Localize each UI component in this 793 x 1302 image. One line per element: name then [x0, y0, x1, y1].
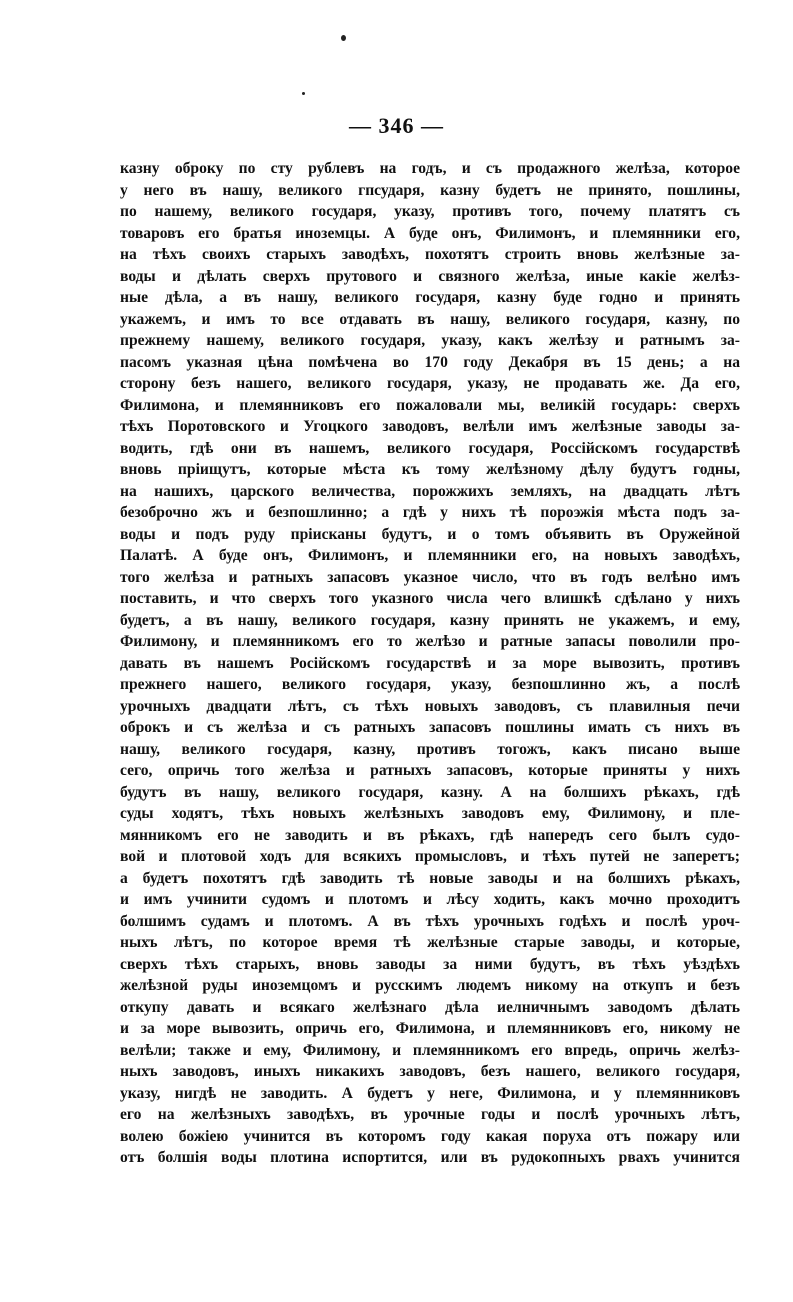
text-line: отъ болшія воды плотина испортится, или въ рудокопныхъ рвахъ учинится	[120, 1149, 740, 1166]
ink-speck	[341, 35, 346, 41]
text-line: суды ходятъ, тѣхъ новыхъ желѣзныхъ заводовъ ему, Филимону, и пле-	[120, 805, 740, 822]
text-line: урочныхъ двадцати лѣтъ, съ тѣхъ новыхъ заводовъ, съ плавилныя печи	[120, 697, 740, 715]
text-line: откупу давать и всякаго желѣзнаго дѣла иелничнымъ заводомъ дѣлать	[120, 998, 740, 1016]
text-line: воды и дѣлать сверхъ прутового и связного желѣза, иные какіе желѣз-	[120, 267, 740, 285]
text-line: желѣзной руды иноземцомъ и русскимъ людемъ никому на откупъ и безъ	[120, 977, 740, 994]
text-line: болшимъ судамъ и плотомъ. А въ тѣхъ урочныхъ годѣхъ и послѣ уроч-	[120, 912, 740, 930]
text-line: на нашихъ, царского величества, порожжихъ земляхъ, на двадцать лѣтъ	[120, 482, 740, 500]
text-line: сверхъ тѣхъ старыхъ, вновь заводы за ними будутъ, въ тѣхъ уѣздѣхъ	[120, 955, 740, 973]
text-line: товаровъ его братья иноземцы. А буде онъ, Филимонъ, и племянники его,	[120, 224, 740, 242]
text-line: нашу, великого государя, казну, противъ тогожъ, какъ писано выше	[120, 740, 740, 758]
text-line: и за море вывозить, опричь его, Филимона, и племянниковъ его, никому не	[120, 1020, 740, 1037]
text-line: тѣхъ Поротовского и Угоцкого заводовъ, велѣли имъ желѣзные заводы за-	[120, 418, 740, 435]
text-line: водить, гдѣ они въ нашемъ, великого государя, Россійскомъ государствѣ	[120, 439, 740, 457]
text-line: ныхъ заводовъ, иныхъ никакихъ заводовъ, безъ нашего, великого государя,	[120, 1063, 740, 1080]
text-line: велѣли; также и ему, Филимону, и племянникомъ его впредь, опричь желѣз-	[120, 1041, 740, 1059]
text-line: на тѣхъ своихъ старыхъ заводѣхъ, похотятъ строить вновь желѣзные за-	[120, 246, 740, 263]
body-text	[120, 158, 740, 1169]
text-line: и имъ учинити судомъ и плотомъ и лѣсу ходить, какъ мочно проходитъ	[120, 891, 740, 908]
text-line: пасомъ указная цѣна помѣчена во 170 году Декабря въ 15 день; а на	[120, 353, 740, 371]
page-number: — 346 —	[349, 113, 444, 138]
text-line: его на желѣзныхъ заводѣхъ, въ урочные годы и послѣ урочныхъ лѣтъ,	[120, 1106, 740, 1123]
text-line: того желѣза и ратныхъ запасовъ указное число, что въ годъ велѣно имъ	[120, 568, 740, 586]
text-line: давать въ нашемъ Російскомъ государствѣ и за море вывозить, противъ	[120, 654, 740, 672]
text-line: у него въ нашу, великого гпсударя, казну будетъ не принято, пошлины,	[120, 181, 740, 199]
text-line: вой и плотовой ходъ для всякихъ промысловъ, и тѣхъ путей не заперетъ;	[120, 848, 740, 865]
text-line: поставить, и что сверхъ того указного числа чего влишкѣ сдѣлано у нихъ	[120, 590, 740, 607]
text-line: прежнему нашему, великого государя, указу, какъ желѣзу и ратнымъ за-	[120, 332, 740, 349]
text-line: сторону безъ нашего, великого государя, указу, не продавать же. Да его,	[120, 375, 740, 392]
text-line: мянникомъ его не заводить и въ рѣкахъ, гдѣ напередъ сего былъ судо-	[120, 826, 740, 844]
text-line: безоброчно жъ и безпошлинно; а гдѣ у нихъ тѣ пороэжія мѣста подъ за-	[120, 504, 740, 521]
text-line: будутъ въ нашу, великого государя, казну. А на болшихъ рѣкахъ, гдѣ	[120, 783, 740, 801]
text-line: прежнего нашего, великого государя, указу, безпошлинно жъ, а послѣ	[120, 676, 740, 693]
text-line: сего, опричь того желѣза и ратныхъ запасовъ, которые приняты у нихъ	[120, 762, 740, 779]
text-line: волею божіею учинится въ которомъ году какая поруха отъ пожару или	[120, 1127, 740, 1145]
text-line: Филимону, и племянникомъ его то желѣзо и ратные запасы поволили про-	[120, 633, 740, 650]
text-line: оброкъ и съ желѣза и съ ратныхъ запасовъ пошлины имать съ нихъ въ	[120, 719, 740, 736]
text-line: по нашему, великого государя, указу, противъ того, почему платятъ съ	[120, 203, 740, 220]
text-line: ные дѣла, а въ нашу, великого государя, казну буде годно и принять	[120, 289, 740, 306]
ink-speck	[302, 92, 305, 95]
text-line: укажемъ, и имъ то все отдавать въ нашу, великого государя, казну, по	[120, 310, 740, 328]
text-line: будетъ, а въ нашу, великого государя, казну принять не укажемъ, и ему,	[120, 611, 740, 629]
text-line: вновь пріищутъ, которые мѣста къ тому желѣзному дѣлу будутъ годны,	[120, 461, 740, 478]
text-line: указу, нигдѣ не заводить. А будетъ у неге, Филимона, и у племянниковъ	[120, 1084, 740, 1102]
text-line: Палатѣ. А буде онъ, Филимонъ, и племянники его, на новыхъ заводѣхъ,	[120, 547, 740, 564]
text-line: Филимона, и племянниковъ его пожаловали мы, великій государь: сверхъ	[120, 396, 740, 414]
text-line: ныхъ лѣтъ, по которое время тѣ желѣзные старые заводы, и которые,	[120, 934, 740, 951]
text-line: воды и подъ руду пріисканы будутъ, и о томъ объявить въ Оружейной	[120, 525, 740, 543]
text-line: а будетъ похотятъ гдѣ заводить тѣ новые заводы и на болшихъ рѣкахъ,	[120, 869, 740, 887]
text-line: казну оброку по сту рублевъ на годъ, и съ продажного желѣза, которое	[120, 160, 740, 177]
